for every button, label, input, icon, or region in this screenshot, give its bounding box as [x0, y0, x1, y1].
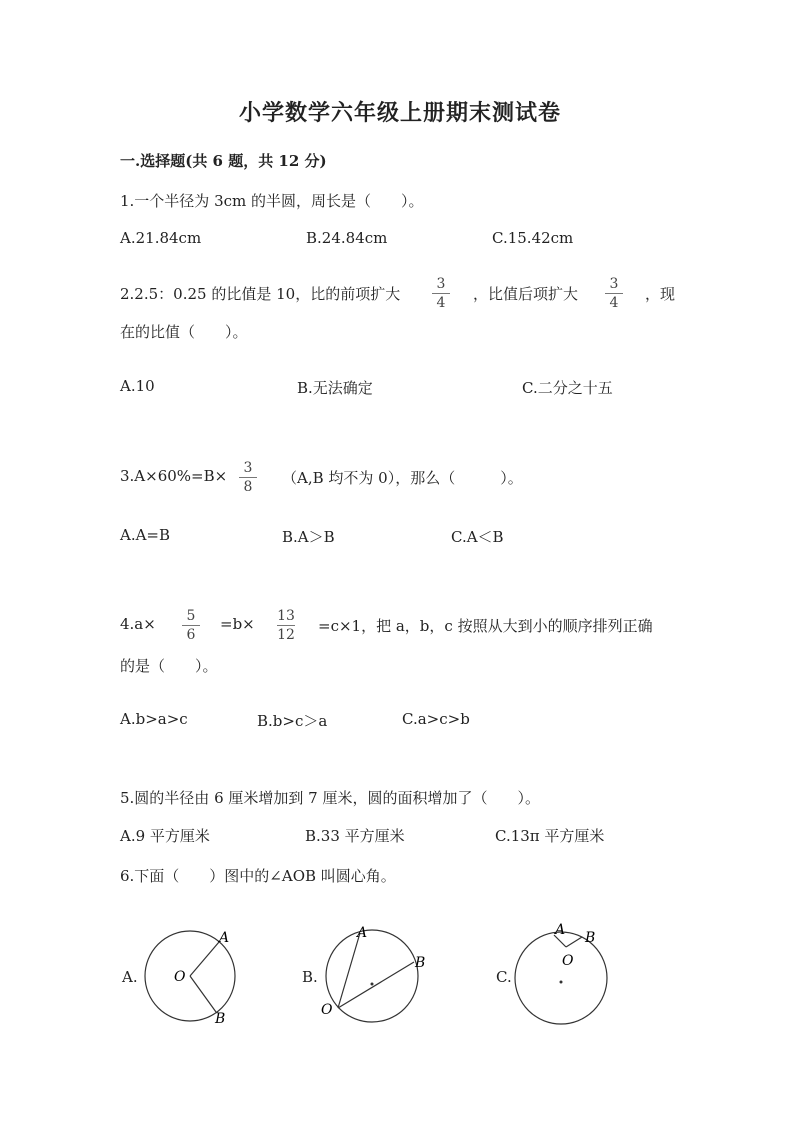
question-4-option-b: B.b>c＞a	[257, 712, 328, 730]
fraction-numerator: 13	[277, 608, 295, 624]
question-3-option-a: A.A=B	[120, 526, 171, 544]
fraction-numerator: 3	[243, 460, 253, 476]
figure-b-option-label: B.	[302, 968, 318, 986]
question-5-option-a: A.9 平方厘米	[120, 827, 210, 845]
question-5-option-b: B.33 平方厘米	[305, 827, 405, 845]
center-point	[371, 983, 374, 986]
question-3-stem-part1: 3.A×60%=B×	[120, 467, 228, 485]
question-4-stem-part3: =c×1，把 a，b，c 按照从大到小的顺序排列正确	[318, 617, 653, 635]
label-a: A	[219, 930, 230, 946]
label-b: B	[585, 930, 596, 946]
question-4-fraction-2	[275, 608, 297, 643]
question-1-option-b: B.24.84cm	[306, 229, 388, 247]
question-2-stem-line2: 在的比值（ ）。	[120, 323, 248, 341]
fraction-bar	[605, 293, 623, 294]
question-2-option-a: A.10	[120, 377, 155, 395]
label-o: O	[321, 1002, 333, 1018]
figure-a-option-label: A.	[122, 968, 138, 986]
question-4-stem-part1: 4.a×	[120, 615, 156, 633]
fraction-denominator: 4	[436, 295, 446, 311]
figure-a-circle-diagram	[140, 920, 250, 1030]
question-3-stem-part2: （A,B 均不为 0），那么（ ）。	[282, 469, 523, 487]
fraction-bar	[432, 293, 450, 294]
fraction-bar	[182, 625, 200, 626]
label-a: A	[555, 922, 566, 938]
label-o: O	[174, 969, 186, 985]
question-5-option-c: C.13π 平方厘米	[495, 827, 605, 845]
question-4-fraction-1	[180, 608, 202, 643]
radius-oa	[190, 942, 219, 976]
figure-b-circle-diagram	[318, 920, 438, 1030]
label-o: O	[562, 953, 574, 969]
fraction-bar	[239, 477, 257, 478]
figure-c-circle-diagram	[510, 920, 620, 1030]
question-2-stem-part1: 2.2.5：0.25 的比值是 10，比的前项扩大	[120, 285, 401, 303]
question-3-option-c: C.A＜B	[451, 528, 504, 546]
question-2-option-b: B.无法确定	[297, 379, 373, 397]
question-5-stem: 5.圆的半径由 6 厘米增加到 7 厘米，圆的面积增加了（ ）。	[120, 789, 540, 807]
section-heading: 一.选择题(共 6 题，共 12 分)	[120, 152, 327, 170]
question-4-option-a: A.b>a>c	[120, 710, 188, 728]
figure-c-option-label: C.	[496, 968, 512, 986]
label-a: A	[357, 925, 368, 941]
question-4-option-c: C.a>c>b	[402, 710, 470, 728]
circle	[326, 930, 418, 1022]
fraction-denominator: 6	[186, 627, 196, 643]
fraction-bar	[277, 625, 295, 626]
fraction-numerator: 3	[436, 276, 446, 292]
label-b: B	[215, 1011, 226, 1027]
fraction-numerator: 3	[609, 276, 619, 292]
question-3-fraction	[237, 460, 259, 495]
label-b: B	[415, 955, 426, 971]
fraction-denominator: 4	[609, 295, 619, 311]
question-2-fraction-1	[430, 276, 452, 311]
question-2-option-c: C.二分之十五	[522, 379, 613, 397]
page-title: 小学数学六年级上册期末测试卷	[238, 100, 561, 126]
question-4-stem-part2: =b×	[220, 615, 255, 633]
question-2-stem-part3: ，现	[645, 285, 676, 303]
question-6-stem: 6.下面（ ）图中的∠AOB 叫圆心角。	[120, 867, 396, 885]
question-3-option-b: B.A＞B	[282, 528, 335, 546]
question-2-fraction-2	[603, 276, 625, 311]
fraction-denominator: 12	[277, 627, 295, 643]
question-1-option-a: A.21.84cm	[120, 229, 202, 247]
fraction-numerator: 5	[186, 608, 196, 624]
radius-ob	[190, 976, 216, 1012]
question-1-stem: 1.一个半径为 3cm 的半圆，周长是（ ）。	[120, 192, 424, 210]
fraction-denominator: 8	[243, 479, 253, 495]
question-2-stem-part2: ，比值后项扩大	[473, 285, 579, 303]
center-point	[560, 981, 563, 984]
question-1-option-c: C.15.42cm	[492, 229, 574, 247]
ray-ob	[566, 937, 582, 947]
question-4-stem-line2: 的是（ ）。	[120, 657, 218, 675]
